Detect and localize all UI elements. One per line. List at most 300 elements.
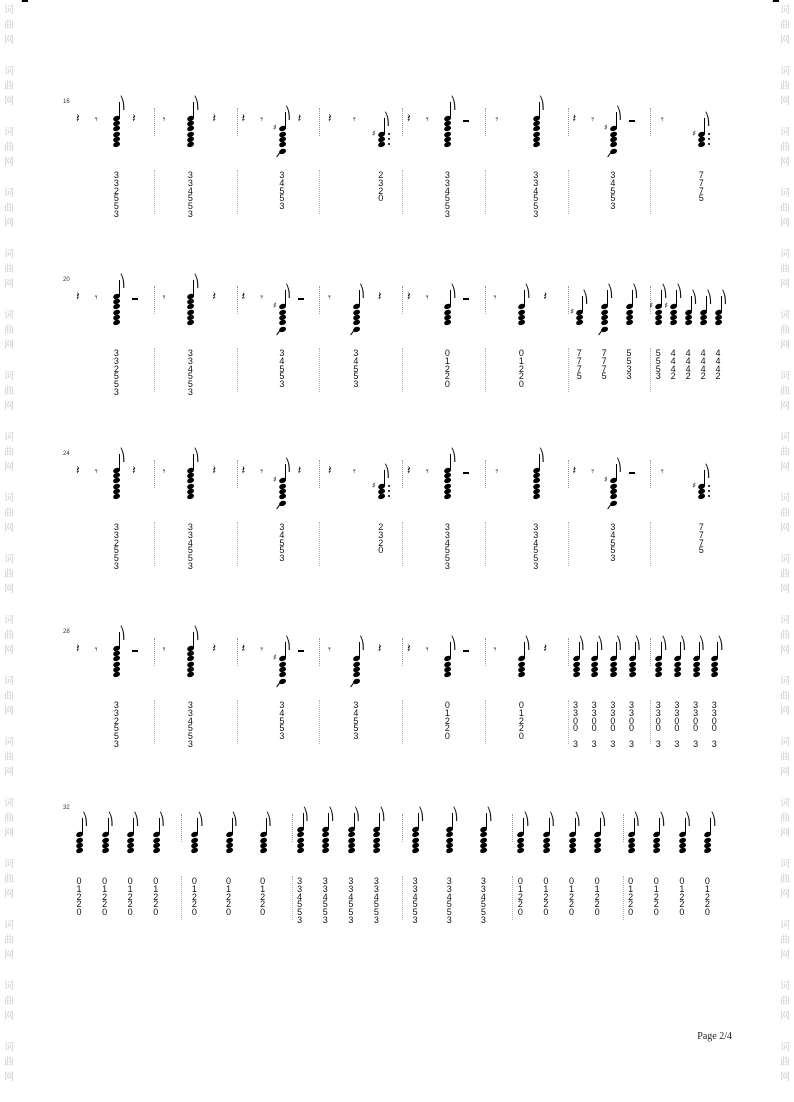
eighth-rest: 𝄾	[425, 643, 429, 656]
tab-fret: 3	[444, 208, 450, 219]
tab-fret: 2	[191, 899, 197, 910]
tab-fret: 3	[412, 883, 418, 894]
chord	[322, 806, 335, 866]
augmentation-dot	[708, 495, 710, 497]
tab-fret: 3	[187, 208, 193, 219]
tab-barline	[154, 700, 155, 744]
tab-fret: 1	[444, 707, 450, 718]
tab-fret: 3	[446, 914, 452, 925]
tab-fret: 3	[187, 707, 193, 718]
eighth-rest: 𝄾	[94, 643, 98, 656]
flag: ⎞	[615, 458, 622, 473]
tab-fret: 4	[685, 348, 691, 358]
tab-fret: 1	[704, 883, 710, 894]
system	[0, 274, 794, 428]
flag: ⎞	[691, 289, 698, 304]
tab-fret: 3	[113, 707, 119, 718]
tab-fret: 4	[715, 363, 721, 374]
eighth-rest: 𝄾	[94, 291, 98, 304]
watermark-char: 曲	[780, 142, 790, 153]
chord	[629, 630, 639, 690]
tab-column	[542, 878, 550, 917]
barline	[154, 638, 155, 666]
tab-fret: 3	[711, 738, 717, 749]
sharp-accidental: ♯	[692, 128, 697, 138]
tab-column	[684, 350, 692, 381]
tab-fret: 4	[670, 363, 676, 374]
flag: ⎞	[452, 807, 459, 822]
watermark-char: 曲	[780, 325, 790, 336]
eighth-rest: 𝄾	[425, 291, 429, 304]
tab-fret: 0	[191, 907, 197, 918]
tab-fret: 3	[113, 738, 119, 749]
watermark-char: 曲	[780, 81, 790, 92]
tab-fret: 7	[698, 177, 704, 188]
flag: ⎞	[632, 284, 639, 299]
tab-fret: 0	[679, 907, 685, 918]
tab-fret: 3	[655, 707, 661, 718]
tab-fret: 3	[610, 738, 616, 749]
sharp-accidental: ♯	[649, 301, 654, 311]
tab-fret: 5	[279, 185, 285, 196]
barline	[237, 638, 238, 666]
chord	[570, 278, 589, 338]
quarter-rest: 𝄽	[76, 289, 80, 303]
tab-fret: 1	[679, 883, 685, 894]
tab-fret: 5	[113, 201, 119, 212]
tab-fret: 2	[628, 899, 634, 910]
tab-fret: 3	[187, 529, 193, 540]
flag: ⎞	[538, 96, 545, 110]
watermark-char: 词	[4, 66, 14, 77]
tab-fret: 3	[610, 553, 616, 564]
chord	[594, 806, 607, 866]
system	[0, 626, 794, 780]
augmentation-dot	[388, 485, 390, 487]
tab-fret: 5	[187, 371, 193, 382]
sharp-accidental: ♯	[272, 475, 277, 485]
tab-fret: 3	[655, 371, 661, 382]
tab-fret: 5	[113, 379, 119, 390]
flag: ⎞	[379, 807, 386, 822]
chord	[297, 806, 307, 866]
barline	[568, 108, 569, 136]
tab-fret: 1	[226, 883, 232, 894]
chord	[371, 452, 390, 512]
tab-fret: 3	[572, 738, 578, 749]
tab-fret: 1	[594, 883, 600, 894]
tab-column	[714, 350, 722, 381]
tab-fret: 0	[629, 715, 635, 726]
tab-barline	[568, 700, 569, 744]
barline	[485, 460, 486, 488]
tab-fret: 4	[610, 529, 616, 540]
tab-fret: 4	[700, 348, 706, 358]
tab-barline	[485, 522, 486, 566]
tab-fret: 5	[626, 348, 632, 358]
flag: ⎞	[679, 636, 686, 651]
quarter-rest: 𝄽	[407, 463, 411, 477]
tab-fret: 2	[518, 371, 524, 382]
tab-fret: 0	[260, 907, 266, 918]
half-rest	[463, 650, 469, 652]
watermark-char: 词	[4, 920, 14, 931]
watermark-stamp	[778, 979, 792, 1024]
tab-fret: 3	[279, 348, 285, 358]
tab-fret: 3	[674, 700, 680, 710]
eighth-rest: 𝄾	[493, 643, 497, 656]
tab-column	[186, 350, 194, 397]
tab-fret: 0	[191, 876, 197, 886]
flag: ⎞	[615, 106, 622, 121]
tab-fret: 0	[444, 700, 450, 710]
watermark-stamp	[778, 1040, 792, 1085]
tab-fret: 5	[348, 899, 354, 910]
half-rest	[629, 120, 635, 122]
tab-fret: 0	[704, 907, 710, 918]
chord	[187, 96, 200, 160]
tab-fret: 2	[102, 891, 108, 902]
watermark-char: 词	[780, 493, 790, 504]
flag: ⎞	[193, 626, 200, 640]
tab-fret: 0	[226, 876, 232, 886]
eighth-rest: 𝄾	[660, 113, 664, 126]
sharp-accidental: ♯	[603, 123, 608, 133]
tab-fret: 0	[704, 876, 710, 886]
watermark-char: 曲	[4, 81, 14, 92]
watermark-char: 网	[780, 584, 790, 595]
tab-fret: 3	[446, 876, 452, 886]
watermark-char: 曲	[4, 996, 14, 1007]
tab-fret: 4	[670, 355, 676, 366]
watermark-char: 词	[4, 615, 14, 626]
tab-fret: 3	[353, 700, 359, 710]
barline	[319, 638, 320, 666]
tab-fret: 5	[533, 545, 539, 556]
quarter-rest: 𝄽	[572, 463, 577, 477]
tab-fret: 5	[279, 545, 285, 556]
augmentation-dot	[388, 143, 390, 145]
flag: ⎞	[119, 448, 126, 462]
tab-fret: 7	[698, 522, 704, 532]
tab-fret: 0	[629, 723, 635, 734]
tab-fret: 3	[412, 876, 418, 886]
tab-fret: 2	[444, 715, 450, 726]
chord	[260, 806, 270, 866]
tab-fret: 3	[626, 363, 632, 374]
tab-fret: 4	[685, 363, 691, 374]
flag: ⎞	[633, 812, 640, 827]
notehead	[670, 308, 678, 315]
watermark-char: 曲	[780, 630, 790, 641]
tab-barline	[512, 876, 513, 920]
tab-fret: 3	[446, 883, 452, 894]
tab-fret: 4	[480, 891, 486, 902]
chord	[226, 806, 236, 866]
watermark-char: 词	[4, 310, 14, 321]
chord	[518, 630, 531, 690]
tab-column	[190, 878, 198, 917]
barline	[319, 286, 320, 314]
flag: ⎞	[197, 812, 204, 827]
tab-column	[101, 878, 109, 917]
tab-column	[225, 878, 233, 917]
tab-fret: 7	[698, 529, 704, 540]
barline	[402, 814, 403, 842]
tab-barline	[154, 522, 155, 566]
tab-fret: 5	[655, 348, 661, 358]
tab-fret: 5	[113, 193, 119, 204]
tab-fret: 4	[353, 355, 359, 366]
tab-fret: 1	[568, 883, 574, 894]
watermark-char: 网	[4, 1072, 14, 1083]
tab-fret: 4	[187, 537, 193, 548]
watermark-char: 词	[4, 798, 14, 809]
tab-fret: 3	[480, 883, 486, 894]
tab-fret: 0	[76, 907, 82, 918]
tab-fret: 3	[187, 170, 193, 180]
half-rest	[463, 120, 469, 122]
flag: ⎞	[661, 284, 668, 299]
flag: ⎞	[383, 463, 390, 478]
tab-fret: 5	[187, 731, 193, 742]
tab-fret: 2	[653, 891, 659, 902]
watermark-char: 词	[4, 432, 14, 443]
tab-column	[575, 350, 583, 381]
tab-fret: 2	[653, 899, 659, 910]
bass-notehead	[278, 500, 286, 507]
notehead	[444, 482, 452, 489]
tab-barline	[154, 348, 155, 392]
tab-fret: 4	[533, 185, 539, 196]
watermark-char: 词	[780, 371, 790, 382]
tab-column	[377, 172, 385, 203]
tab-fret: 0	[378, 193, 384, 204]
flag: ⎞	[574, 812, 581, 827]
eighth-rest: 𝄾	[162, 291, 166, 304]
watermark-char: 网	[780, 340, 790, 351]
augmentation-dot	[388, 495, 390, 497]
tab-fret: 4	[444, 537, 450, 548]
chord	[348, 806, 358, 866]
tab-column	[652, 878, 660, 917]
tab-fret: 3	[444, 522, 450, 532]
tab-fret: 2	[127, 891, 133, 902]
watermark-char: 网	[4, 462, 14, 473]
tab-fret: 3	[533, 522, 539, 532]
tab-fret: 3	[322, 876, 328, 886]
tab-fret: 7	[601, 355, 607, 366]
tab-fret: 2	[191, 891, 197, 902]
tab-column	[673, 702, 681, 749]
sharp-accidental: ♯	[371, 480, 376, 490]
eighth-rest: 𝄾	[162, 643, 166, 656]
tab-column	[352, 702, 360, 741]
tab-barline	[402, 522, 403, 566]
tab-barline	[568, 170, 569, 214]
watermark-stamp	[2, 979, 16, 1024]
watermark-char: 网	[4, 35, 14, 46]
tab-fret: 5	[353, 715, 359, 726]
tab-fret: 7	[601, 348, 607, 358]
watermark-char: 网	[4, 401, 14, 412]
tab-fret: 3	[693, 707, 699, 718]
barline	[181, 814, 182, 842]
barline	[623, 814, 624, 842]
augmentation-dot	[388, 138, 390, 140]
tab-fret: 1	[518, 707, 524, 718]
tab-fret: 2	[76, 891, 82, 902]
tab-barline	[485, 348, 486, 392]
flag: ⎞	[450, 96, 457, 110]
eighth-rest: 𝄾	[94, 113, 98, 126]
half-rest	[629, 472, 635, 474]
barline	[402, 460, 403, 488]
watermark-char: 曲	[4, 935, 14, 946]
watermark-char: 网	[4, 767, 14, 778]
quarter-rest: 𝄽	[241, 463, 246, 477]
barline	[568, 638, 569, 666]
watermark-char: 词	[780, 737, 790, 748]
barline	[512, 814, 513, 842]
chord	[704, 806, 717, 866]
watermark-char: 曲	[4, 630, 14, 641]
watermark-char: 网	[780, 706, 790, 717]
watermark-char: 词	[780, 1042, 790, 1053]
barline	[650, 460, 651, 488]
tab-fret: 5	[698, 193, 704, 204]
tab-fret: 5	[601, 371, 607, 382]
tab-fret: 3	[373, 876, 379, 886]
chord	[187, 448, 200, 512]
barline	[292, 814, 293, 842]
chord	[446, 806, 459, 866]
flag: ⎞	[450, 636, 457, 651]
tab-fret: 5	[187, 553, 193, 564]
tab-fret: 0	[517, 876, 523, 886]
tab-fret: 0	[693, 723, 699, 734]
notehead	[444, 660, 452, 667]
tab-fret: 0	[444, 348, 450, 358]
flag: ⎞	[538, 448, 545, 462]
tab-fret: 3	[572, 700, 578, 710]
tab-column	[572, 702, 580, 749]
watermark-char: 网	[780, 218, 790, 229]
notehead	[625, 308, 633, 315]
notehead	[113, 130, 121, 137]
tab-fret: 5	[444, 193, 450, 204]
tab-fret: 4	[297, 891, 303, 902]
watermark-char: 网	[780, 157, 790, 168]
tab-fret: 7	[698, 170, 704, 180]
notehead	[113, 660, 121, 667]
tab-fret: 2	[518, 715, 524, 726]
flag: ⎞	[450, 284, 457, 299]
tab-fret: 2	[113, 715, 119, 726]
watermark-char: 词	[780, 5, 790, 16]
tab-fret: 5	[698, 545, 704, 556]
tab-fret: 0	[610, 715, 616, 726]
tab-fret: 3	[378, 177, 384, 188]
tab-column	[609, 172, 617, 211]
tab-fret: 2	[628, 891, 634, 902]
tab-fret: 5	[353, 723, 359, 734]
quarter-rest: 𝄽	[212, 463, 216, 477]
watermark-char: 词	[780, 554, 790, 565]
tab-fret: 3	[113, 177, 119, 188]
tab-fret: 5	[610, 545, 616, 556]
flag: ⎞	[302, 807, 309, 822]
tab-column	[278, 350, 286, 389]
tab-fret: 3	[348, 883, 354, 894]
tab-fret: 0	[674, 723, 680, 734]
barline	[154, 460, 155, 488]
tab-fret: 3	[113, 348, 119, 358]
measure-number: 32	[63, 805, 70, 811]
tab-fret: 3	[711, 707, 717, 718]
flag: ⎞	[523, 812, 530, 827]
tab-fret: 5	[480, 899, 486, 910]
flag: ⎞	[721, 289, 728, 304]
tab-fret: 2	[543, 899, 549, 910]
chord	[711, 630, 724, 690]
tab-fret: 3	[610, 707, 616, 718]
chord	[603, 100, 622, 160]
tab-fret: 3	[626, 371, 632, 382]
flag: ⎞	[634, 636, 641, 651]
chord	[153, 806, 163, 866]
tab-fret: 3	[444, 177, 450, 188]
watermark-char: 曲	[4, 386, 14, 397]
tab-column	[532, 524, 540, 571]
watermark-char: 曲	[780, 264, 790, 275]
tab-fret: 4	[446, 891, 452, 902]
watermark-char: 网	[780, 462, 790, 473]
chord	[700, 278, 713, 338]
tab-barline	[568, 348, 569, 392]
tab-fret: 1	[153, 883, 159, 894]
tab-column	[516, 878, 524, 917]
sharp-accidental: ♯	[664, 301, 669, 311]
bass-notehead	[601, 326, 609, 333]
flag: ⎞	[615, 636, 622, 651]
barline	[402, 108, 403, 136]
quarter-rest: 𝄽	[297, 111, 302, 125]
tab-column	[625, 350, 633, 381]
tab-fret: 3	[533, 529, 539, 540]
tab-fret: 3	[297, 883, 303, 894]
tab-fret: 0	[226, 907, 232, 918]
flag: ⎞	[524, 636, 531, 651]
tab-fret: 0	[568, 876, 574, 886]
tab-column	[347, 878, 355, 925]
tab-column	[411, 878, 419, 925]
tab-column	[112, 702, 120, 749]
tab-fret: 5	[446, 899, 452, 910]
tab-fret: 7	[601, 363, 607, 374]
tab-fret: 0	[378, 545, 384, 556]
tab-fret: 1	[102, 883, 108, 894]
tab-fret: 0	[260, 876, 266, 886]
tab-fret: 4	[322, 891, 328, 902]
tab-fret: 5	[655, 355, 661, 366]
bass-notehead	[278, 678, 286, 685]
eighth-rest: 𝄾	[425, 113, 429, 126]
tab-fret: 2	[378, 537, 384, 548]
tab-fret: 5	[610, 185, 616, 196]
tab-fret: 2	[378, 185, 384, 196]
quarter-rest: 𝄽	[407, 641, 411, 655]
